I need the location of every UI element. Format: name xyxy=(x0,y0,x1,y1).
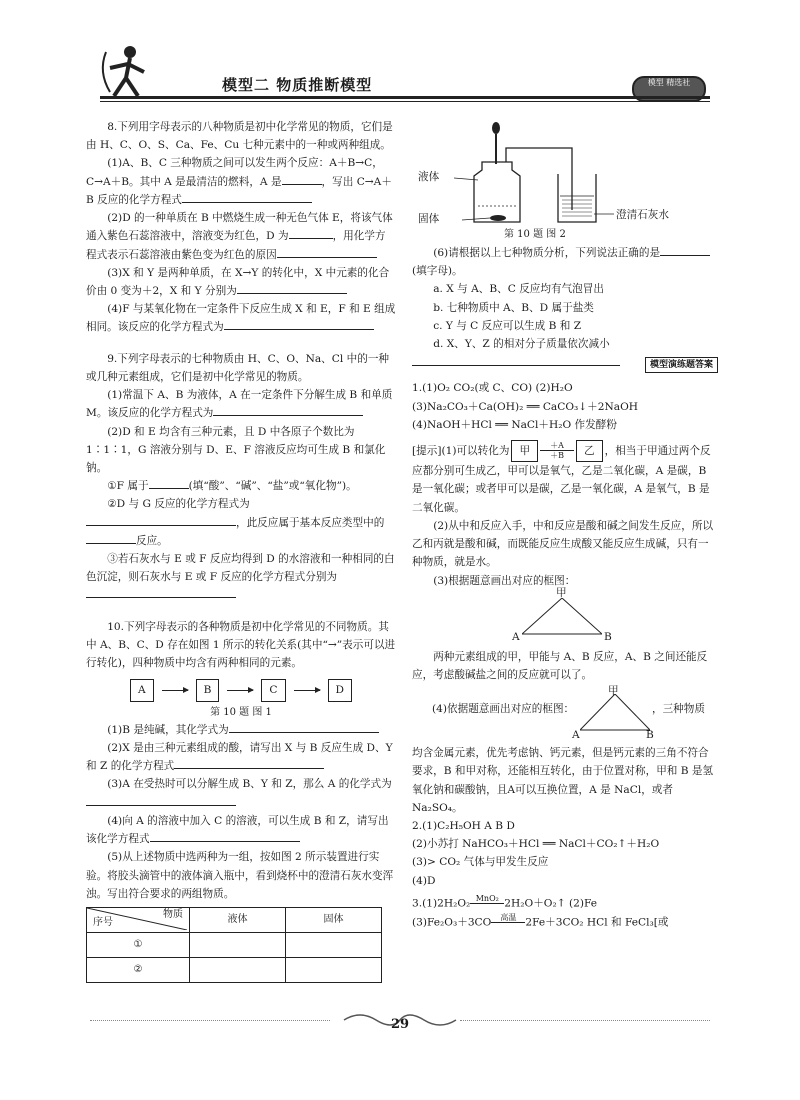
answer-1-4: (4)NaOH＋HCl ══ NaCl＋H₂O 作发酵粉 xyxy=(412,418,617,431)
flow-arrow-icon xyxy=(162,690,188,691)
q10-part1: (1)B 是纯碱，其化学式为 xyxy=(86,721,396,739)
answers-section-bar xyxy=(412,357,718,373)
hint-part3-explain: 两种元素组成的甲，甲能与 A、B 反应，A、B 之间还能反应，考虑酸碱盐之间的反应就可以了。 xyxy=(412,650,708,681)
q10-part4: (4)向 A 的溶液中加入 C 的溶液，可以生成 B 和 Z，请写出该化学方程式 xyxy=(86,814,389,846)
header-rule xyxy=(100,96,710,99)
table-header-liquid: 液体 xyxy=(190,907,286,932)
fig2-caption: 第 10 题 图 2 xyxy=(504,229,566,240)
option-c: c. Y 与 C 反应可以生成 B 和 Z xyxy=(433,319,582,332)
left-column xyxy=(86,118,396,983)
table-corner-cell: 物质 序号 xyxy=(87,907,190,932)
q8-part2: (2)D 的一种单质在 B 中燃烧生成一种无色气体 E，将该气体通入紫色石蕊溶液中，溶液变为红色，D 为 ，用化学方程式表示石蕊溶液由紫色变为红色的原因 xyxy=(86,212,393,261)
option-b: b. 七种物质中 A、B、D 属于盐类 xyxy=(433,301,594,314)
label-limewater: 澄清石灰水 xyxy=(616,209,669,221)
label-liquid: 液体 xyxy=(418,171,440,183)
hint-part4-explain: 均含金属元素，优先考虑钠、钙元素，但是钙元素的三角不符合要求，B 和甲对称，还能相互转化，由于位置对称，甲和 B 是氢氧化钠和碳酸钠，且A可以互换位置，A 是 NaCl，或者 Na₂SO₄。 xyxy=(412,747,714,814)
hint-part4-row: (4)依据题意画出对应的框图： 甲 A B ，三种物质 xyxy=(432,685,705,742)
q8-part3: (3)X 和 Y 是两种单质，在 X→Y 的转化中，X 中元素的化合价由 0 变为＋2，X 和 Y 分别为 xyxy=(86,266,390,297)
q8-stem: 8.下列用字母表示的八种物质是初中化学常见的物质，它们是由 H、C、O、S、Ca、Fe、Cu 七种元素中的一种或两种组成。 xyxy=(86,121,393,152)
q9-part1: (1)常温下 A、B 为液体，A 在一定条件下分解生成 B 和单质 M。该反应的化学方程式为 xyxy=(86,389,393,420)
hint-line: [提示](1)可以转化为 甲 $\frac{+A}{+B}$ 乙 ，相当于甲通过两个反 xyxy=(412,441,711,461)
hint-explanation: 应都分别可生成乙，甲可以是氧气，乙是二氧化碳，A 是碳，B 是一氧化碳；或者甲可以是碳，乙是一氧化碳，A 是氧气，B 是二氧化碳。 xyxy=(412,465,710,514)
answers-tag: 模型演练题答案 xyxy=(645,357,718,373)
answer-3-3: (3)Fe₂O₃＋3CO 高温 2Fe＋3CO₂ HCl 和 FeCl₃[或 xyxy=(412,912,669,929)
answer-2-2: (2)小苏打 NaHCO₃＋HCl ══ NaCl＋CO₂↑＋H₂O xyxy=(412,838,660,851)
right-column xyxy=(412,118,718,932)
answer-table xyxy=(86,907,382,983)
table-row-label: ② xyxy=(87,957,190,982)
flow-box-a: A xyxy=(130,679,154,701)
q8-part1: (1)A、B、C 三种物质之间可以发生两个反应：A＋B→C，C→A＋B。其中 A 是最清洁的燃料，A 是 ，写出 C→A＋B 反应的化学方程式 xyxy=(86,157,392,206)
page-number: 29 xyxy=(390,1017,410,1032)
flow-arrow-icon xyxy=(227,690,253,691)
option-d: d. X、Y、Z 的相对分子质量依次减小 xyxy=(433,338,610,351)
answer-1-3: (3)Na₂CO₃＋Ca(OH)₂ ══ CaCO₃↓＋2NaOH xyxy=(412,400,638,413)
label-solid: 固体 xyxy=(418,213,440,225)
flow-box-c: C xyxy=(261,679,285,701)
triangle-diagram-1: 甲 A B xyxy=(512,586,612,643)
hint-part2: (2)从中和反应入手，中和反应是酸和碱之间发生反应，所以乙和丙就是酸和碱，而既能反应生成酸又能反应生成碱，只有一种物质，就是水。 xyxy=(412,519,714,569)
q10-flow-diagram xyxy=(86,679,396,701)
page-header-title: 模型二 物质推断模型 xyxy=(222,76,373,94)
q9-stem: 9.下列字母表示的七种物质由 H、C、O、Na、Cl 中的一种或几种元素组成，它们是初中化学常见的物质。 xyxy=(86,352,390,383)
q8-part4: (4)F 与某氧化物在一定条件下反应生成 X 和 E，F 和 E 组成相同。该反应的化学方程式为 xyxy=(86,303,396,334)
flow-box-b: B xyxy=(196,679,220,701)
header-badge: 模型 精选社 xyxy=(632,76,706,102)
table-cell-input[interactable] xyxy=(190,932,286,957)
table-cell-input[interactable] xyxy=(286,957,382,982)
q10-part2: (2)X 是由三种元素组成的酸，请写出 X 与 B 反应生成 D、Y 和 Z 的化学方程式 xyxy=(86,741,393,773)
hint-part3: (3)根据题意画出对应的框图： xyxy=(433,574,576,587)
table-header-solid: 固体 xyxy=(286,907,382,932)
q10-stem: 10.下列字母表示的各种物质是初中化学常见的不同物质。其中 A、B、C、D 存在如图 1 所示的转化关系(其中“→”表示可以进行转化)，四种物质中均含有两种相同的元素。 xyxy=(86,620,396,670)
q9-sub3: ③若石灰水与 E 或 F 反应均得到 D 的水溶液和一种相同的白色沉淀，则石灰水与 E 或 F 反应的化学方程式分别为 xyxy=(86,550,396,605)
answer-2-1: 2.(1)C₂H₅OH A B D xyxy=(412,820,515,833)
answer-2-4: (4)D xyxy=(412,874,436,887)
answer-3-1: 3.(1)2H₂O₂ MnO₂ 2H₂O＋O₂↑ (2)Fe xyxy=(412,893,598,910)
table-cell-input[interactable] xyxy=(190,957,286,982)
q9-part2: (2)D 和 E 均含有三种元素，且 D 中各原子个数比为 1∶1∶1，G 溶液分别与 D、E、F 溶液反应均可生成 B 和氯化钠。 xyxy=(86,425,386,474)
q10-part3: (3)A 在受热时可以分解生成 B、Y 和 Z，那么 A 的化学式为 xyxy=(86,775,396,811)
q10-part6: (6)请根据以上七种物质分析，下列说法正确的是 xyxy=(412,244,718,262)
answer-1-1: 1.(1)O₂ CO₂(或 C、CO) (2)H₂O xyxy=(412,382,573,395)
table-cell-input[interactable] xyxy=(286,932,382,957)
archer-logo-icon xyxy=(96,42,156,100)
q10-part6-hint: (填字母)。 xyxy=(412,265,463,278)
fig2-apparatus xyxy=(412,118,718,244)
fig1-caption: 第 10 题 图 1 xyxy=(210,706,272,718)
flow-box-d: D xyxy=(328,679,353,701)
q9-sub2: ②D 与 G 反应的化学方程式为，此反应属于基本反应类型中的反应。 xyxy=(86,495,396,550)
answer-2-3: (3)> CO₂ 气体与甲发生反应 xyxy=(412,856,549,869)
header-rule-thin xyxy=(100,101,710,102)
q9-sub1: ①F 属于 (填“酸”、“碱”、“盐”或“氧化物”)。 xyxy=(86,477,396,495)
q10-part5: (5)从上述物质中选两种为一组，按如图 2 所示装置进行实验。将胶头滴管中的液体滴入瓶中，看到烧杯中的澄清石灰水变浑浊。写出符合要求的两组物质。 xyxy=(86,851,394,900)
option-a: a. X 与 A、B、C 反应均有气泡冒出 xyxy=(433,283,604,296)
flow-arrow-icon xyxy=(294,690,320,691)
table-row-label: ① xyxy=(87,932,190,957)
